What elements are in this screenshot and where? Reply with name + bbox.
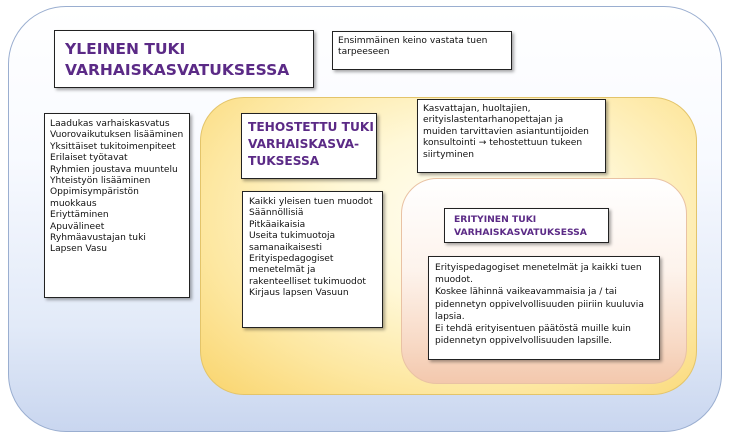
list-item: Pitkäaikaisia xyxy=(249,219,306,230)
general-support-title-line-1: YLEINEN TUKI xyxy=(65,40,186,58)
list-item: Laadukas varhaiskasvatus xyxy=(50,119,170,129)
list-item: Yhteistyön lisääminen xyxy=(50,176,151,187)
list-item: Säännöllisiä xyxy=(249,208,304,219)
intensified-support-title-line-2: VARHAISKASVA- xyxy=(248,137,360,151)
intensified-support-title-line-3: TUKSESSA xyxy=(248,154,320,168)
list-item: Kirjaus lapsen Vasuun xyxy=(249,288,349,299)
list-item: Ei tehdä erityisentuen päätöstä muille kuin pidennetyn oppivelvollisuuden lapsille. xyxy=(435,324,631,347)
list-item: Erilaiset työtavat xyxy=(50,153,128,164)
special-support-details xyxy=(428,256,660,360)
intensified-support-description: Kasvattajan, huoltajien, erityislastentarhanopettajan ja muiden tarvittavien asiantuntijoiden konsultointi → tehostettuun tukeen siirtyminen xyxy=(417,99,606,173)
list-item: Vuorovaikutuksen lisääminen xyxy=(50,130,184,141)
list-item: Oppimisympäristön muokkaus xyxy=(50,187,139,209)
special-support-title-line-2: VARHAISKASVATUKSESSA xyxy=(454,226,587,238)
special-support-title xyxy=(444,208,609,243)
list-item: Erityispedagogiset menetelmät ja rakenteelliset tukimuodot xyxy=(249,254,366,287)
list-item: Useita tukimuotoja samanaikaisesti xyxy=(249,231,336,253)
list-item: Koskee lähinnä vaikeavammaisia ja / tai pidennetyn oppivelvollisuuden piiriin kuuluvia lapsia. xyxy=(435,287,644,322)
list-item: Kaikki yleisen tuen muodot xyxy=(249,197,373,207)
list-item: Lapsen Vasu xyxy=(50,244,107,255)
general-support-description: Ensimmäinen keino vastata tuen tarpeeseen xyxy=(332,31,512,70)
general-support-measures xyxy=(44,113,190,298)
list-item: Erityispedagogiset menetelmät ja kaikki tuen muodot. xyxy=(435,263,642,286)
list-item: Ryhmäavustajan tuki xyxy=(50,233,146,244)
intensified-support-measures xyxy=(242,191,383,328)
list-item: Apuvälineet xyxy=(50,221,105,232)
intensified-support-title-line-1: TEHOSTETTU TUKI xyxy=(248,120,374,134)
general-support-title-line-2: VARHAISKASVATUKSESSA xyxy=(65,61,290,79)
special-support-title-line-1: ERITYINEN TUKI xyxy=(454,214,537,225)
intensified-support-title xyxy=(241,113,377,179)
list-item: Yksittäiset tukitoimenpiteet xyxy=(50,141,176,152)
list-item: Eriyttäminen xyxy=(50,210,109,221)
list-item: Ryhmien joustava muuntelu xyxy=(50,164,178,175)
general-support-title xyxy=(54,30,314,88)
